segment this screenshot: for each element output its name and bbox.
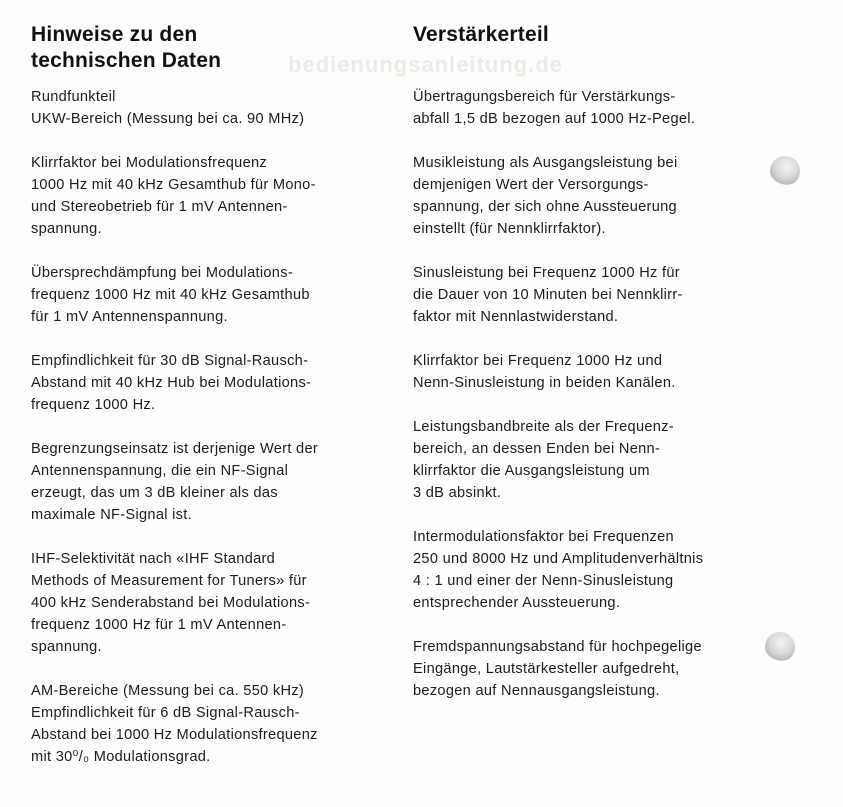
left-paragraph	[31, 152, 376, 240]
paragraph-line: erzeugt, das um 3 dB kleiner als das	[31, 485, 278, 501]
left-heading-line: Hinweise zu den	[31, 23, 198, 46]
left-column	[31, 22, 376, 790]
watermark: bedienungsanleitung.de	[288, 52, 564, 77]
left-paragraph	[31, 350, 376, 416]
paragraph-line: Empfindlichkeit für 6 dB Signal-Rausch-	[31, 705, 300, 721]
punch-hole	[765, 632, 795, 662]
paragraph-line: demjenigen Wert der Versorgungs-	[413, 177, 649, 193]
paragraph-line: IHF-Selektivität nach «IHF Standard	[31, 551, 276, 567]
left-heading-line: technischen Daten	[31, 49, 222, 72]
right-paragraphs	[413, 86, 763, 702]
paragraph-line: 3 dB absinkt.	[413, 485, 502, 501]
paragraph-line: klirrfaktor die Ausgangsleistung um	[413, 463, 650, 479]
paragraph-line: frequenz 1000 Hz für 1 mV Antennen-	[31, 617, 287, 633]
right-paragraph	[413, 262, 763, 328]
paragraph-line: bezogen auf Nennausgangsleistung.	[413, 683, 660, 699]
paragraph-line: mit 30⁰/₀ Modulationsgrad.	[31, 749, 211, 765]
right-paragraph	[413, 86, 763, 130]
right-paragraph	[413, 526, 763, 614]
paragraph-line: Sinusleistung bei Frequenz 1000 Hz für	[413, 265, 680, 281]
paragraph-line: spannung.	[31, 639, 102, 655]
paragraph-line: Klirrfaktor bei Frequenz 1000 Hz und	[413, 353, 663, 369]
right-column	[413, 22, 763, 724]
paragraph-line: die Dauer von 10 Minuten bei Nennklirr-	[413, 287, 683, 303]
left-paragraph	[31, 548, 376, 658]
right-paragraph	[413, 152, 763, 240]
paragraph-line: Abstand mit 40 kHz Hub bei Modulations-	[31, 375, 312, 391]
right-heading-line: Verstärkerteil	[413, 23, 549, 46]
paragraph-line: Klirrfaktor bei Modulationsfrequenz	[31, 155, 268, 171]
right-paragraph	[413, 416, 763, 504]
paragraph-line: entsprechender Aussteuerung.	[413, 595, 621, 611]
paragraph-line: Fremdspannungsabstand für hochpegelige	[413, 639, 702, 655]
paragraph-line: Leistungsbandbreite als der Frequenz-	[413, 419, 674, 435]
paragraph-line: Intermodulationsfaktor bei Frequenzen	[413, 529, 674, 545]
paragraph-line: 400 kHz Senderabstand bei Modulations-	[31, 595, 311, 611]
paragraph-line: Rundfunkteil	[31, 89, 116, 105]
right-heading	[413, 22, 763, 74]
left-paragraph	[31, 262, 376, 328]
paragraph-line: spannung, der sich ohne Aussteuerung	[413, 199, 677, 215]
paragraph-line: Eingänge, Lautstärkesteller aufgedreht,	[413, 661, 680, 677]
right-heading-spacer	[413, 49, 419, 72]
paragraph-line: UKW-Bereich (Messung bei ca. 90 MHz)	[31, 111, 305, 127]
left-paragraph	[31, 438, 376, 526]
paragraph-line: bereich, an dessen Enden bei Nenn-	[413, 441, 661, 457]
paragraph-line: Methods of Measurement for Tuners» für	[31, 573, 307, 589]
right-paragraph	[413, 350, 763, 394]
paragraph-line: spannung.	[31, 221, 102, 237]
left-heading	[31, 22, 376, 74]
paragraph-line: 4 : 1 und einer der Nenn-Sinusleistung	[413, 573, 674, 589]
paragraph-line: Übertragungsbereich für Verstärkungs-	[413, 89, 676, 105]
paragraph-line: Antennenspannung, die ein NF-Signal	[31, 463, 289, 479]
paragraph-line: frequenz 1000 Hz.	[31, 397, 156, 413]
left-paragraph	[31, 680, 376, 768]
paragraph-line: 1000 Hz mit 40 kHz Gesamthub für Mono-	[31, 177, 316, 193]
paragraph-line: Nenn-Sinusleistung in beiden Kanälen.	[413, 375, 676, 391]
left-paragraphs	[31, 86, 376, 768]
paragraph-line: Abstand bei 1000 Hz Modulationsfrequenz	[31, 727, 318, 743]
paragraph-line: maximale NF-Signal ist.	[31, 507, 192, 523]
paragraph-line: 250 und 8000 Hz und Amplitudenverhältnis	[413, 551, 704, 567]
punch-hole	[770, 156, 800, 186]
paragraph-line: und Stereobetrieb für 1 mV Antennen-	[31, 199, 288, 215]
left-paragraph	[31, 86, 376, 130]
paragraph-line: abfall 1,5 dB bezogen auf 1000 Hz-Pegel.	[413, 111, 696, 127]
paragraph-line: einstellt (für Nennklirrfaktor).	[413, 221, 606, 237]
right-paragraph	[413, 636, 763, 702]
paragraph-line: frequenz 1000 Hz mit 40 kHz Gesamthub	[31, 287, 310, 303]
paragraph-line: AM-Bereiche (Messung bei ca. 550 kHz)	[31, 683, 305, 699]
paragraph-line: Empfindlichkeit für 30 dB Signal-Rausch-	[31, 353, 309, 369]
paragraph-line: für 1 mV Antennenspannung.	[31, 309, 228, 325]
paragraph-line: Begrenzungseinsatz ist derjenige Wert der	[31, 441, 319, 457]
paragraph-line: Musikleistung als Ausgangsleistung bei	[413, 155, 678, 171]
paragraph-line: Übersprechdämpfung bei Modulations-	[31, 265, 293, 281]
paragraph-line: faktor mit Nennlastwiderstand.	[413, 309, 619, 325]
